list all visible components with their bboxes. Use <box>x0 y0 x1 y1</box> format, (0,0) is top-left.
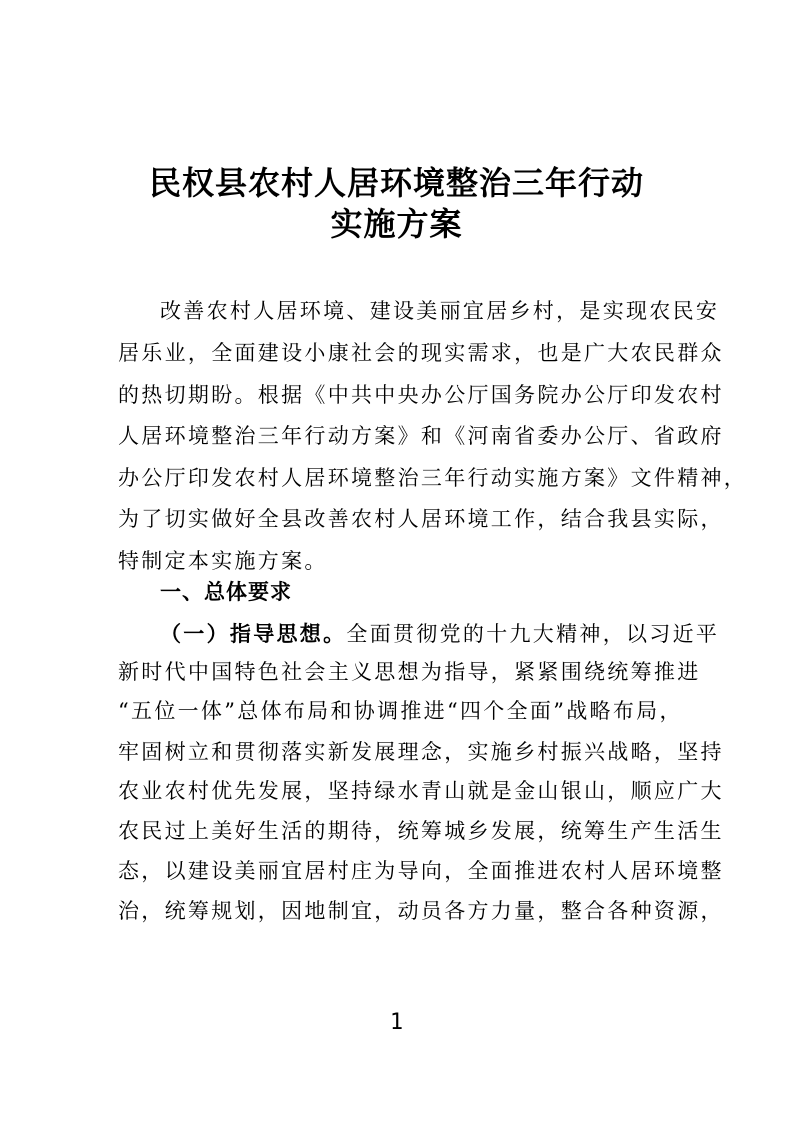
paragraph-line: 为了切实做好全县改善农村人居环境工作，结合我县实际， <box>118 507 724 531</box>
document-title-line-1: 民权县农村人居环境整治三年行动 <box>148 164 644 202</box>
paragraph-line: 改善农村人居环境、建设美丽宜居乡村，是实现农民安 <box>160 299 720 323</box>
paragraph-line: 人居环境整治三年行动方案》和《河南省委办公厅、省政府 <box>118 424 724 448</box>
paragraph-line: 态，以建设美丽宜居村庄为导向，全面推进农村人居环境整 <box>118 859 724 883</box>
document-title-line-2: 实施方案 <box>330 205 463 243</box>
subsection-label: （一）指导思想。 <box>160 621 347 646</box>
paragraph-line: 特制定本实施方案。 <box>118 549 328 573</box>
section-heading: 一、总体要求 <box>160 580 292 604</box>
paragraph-line: “五位一体”总体布局和协调推进“四个全面”战略布局， <box>118 699 683 723</box>
paragraph-line: 农业农村优先发展，坚持绿水青山就是金山银山，顺应广大 <box>118 779 724 803</box>
paragraph-line: 新时代中国特色社会主义思想为指导，紧紧围绕统筹推进 <box>118 660 701 684</box>
paragraph-line: 治，统筹规划，因地制宜，动员各方力量，整合各种资源， <box>118 899 724 923</box>
paragraph-line: 牢固树立和贯彻落实新发展理念，实施乡村振兴战略，坚持 <box>118 740 724 764</box>
paragraph-line: 居乐业，全面建设小康社会的现实需求，也是广大农民群众 <box>118 341 724 365</box>
page-number: 1 <box>389 1010 404 1035</box>
paragraph-line: 农民过上美好生活的期待，统筹城乡发展，统筹生产生活生 <box>118 819 724 843</box>
subsection-first-line <box>160 618 720 650</box>
paragraph-line: 的热切期盼。根据《中共中央办公厅国务院办公厅印发农村 <box>118 383 724 407</box>
paragraph-line: 办公厅印发农村人居环境整治三年行动实施方案》文件精神， <box>118 466 748 490</box>
subsection-text: 全面贯彻党的十九大精神，以习近平 <box>346 622 720 646</box>
